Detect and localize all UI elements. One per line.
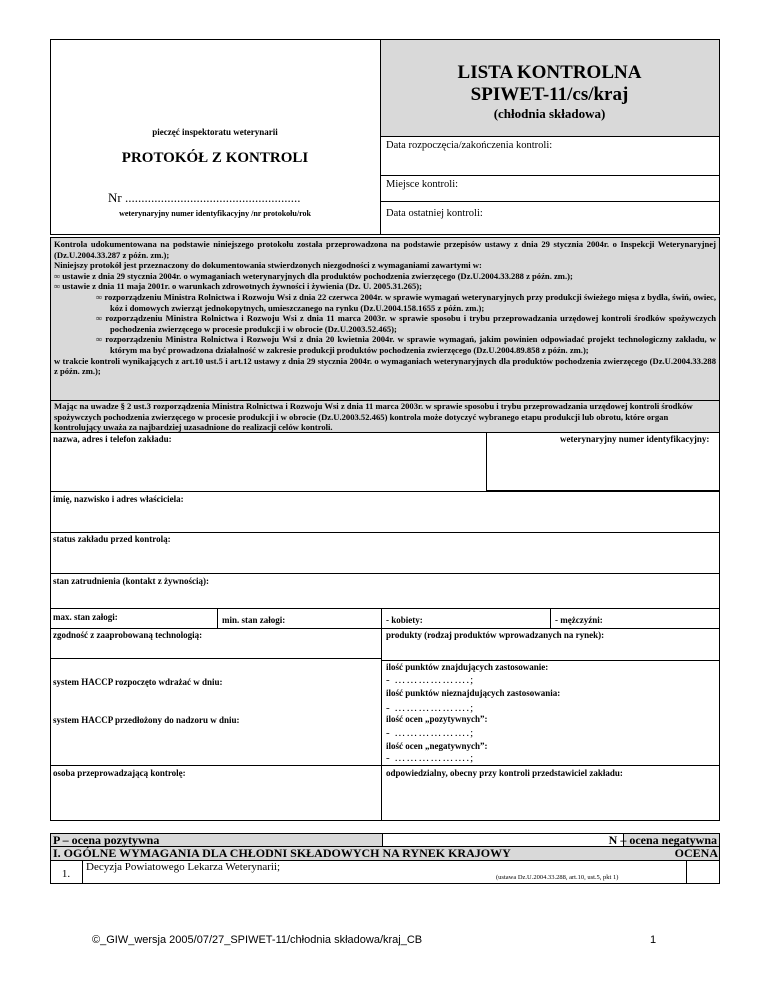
- positive-legend: P – ocena pozytywna: [53, 833, 160, 847]
- label-owner: imię, nazwisko i adres właściciela:: [53, 494, 184, 504]
- label-women: - kobiety:: [386, 615, 423, 625]
- value-positive-count[interactable]: - ……………….;: [386, 727, 475, 739]
- divider-crew-a: [217, 608, 218, 628]
- divider-middle: [381, 608, 382, 821]
- field-status[interactable]: [51, 533, 719, 573]
- divider-7: [50, 765, 720, 766]
- page-number: 1: [650, 934, 657, 946]
- divider-4: [50, 608, 720, 609]
- label-points-not-applicable: ilość punktów nieznajdujących zastosowania:: [386, 688, 561, 698]
- checklist-code: SPIWET-11/cs/kraj: [470, 84, 629, 105]
- legal-outro: w trakcie kontroli wynikających z art.10 ust.5 i art.12 ustawy z dnia 29 stycznia 2004r. o wymaganiach weterynaryjnych dla produktów pochodzenia zwierzęcego (Dz.U.2004.33.288 z późn. zm.);: [54, 355, 716, 377]
- date-field-label: Data rozpoczęcia/zakończenia kontroli:: [386, 140, 553, 151]
- label-vet-id: weterynaryjny numer identyfikacyjny:: [560, 434, 710, 444]
- label-haccp-submitted: system HACCP przedłożony do nadzoru w dniu:: [53, 715, 240, 725]
- assessment-legend-right: [608, 833, 720, 847]
- label-inspector: osoba przeprowadzającą kontrolę:: [53, 768, 186, 778]
- legal-subbullet-1: ∞ rozporządzeniu Ministra Rolnictwa i Rozwoju Wsi z dnia 22 czerwca 2004r. w sprawie wymagań weterynaryjnych przy produkcji świeżego mięsa z bydła, świń, owiec, kóz i domowych zwierząt jednokopytnych, umieszczanego na rynku (Dz.U.2004.158.1655 z późn. zm.);: [96, 291, 716, 313]
- field-representative[interactable]: [383, 780, 719, 820]
- legal-purpose: Niniejszy protokół jest przeznaczony do dokumentowania stwierdzonych niezgodności z wymaganiami zawartymi w:: [54, 260, 482, 271]
- footer-file: ©_GIW_wersja 2005/07/27_SPIWET-11/chłodnia składowa/kraj_CB: [92, 934, 423, 946]
- label-min-crew: min. stan załogi:: [222, 615, 286, 625]
- assessment-legend-left: [50, 833, 383, 847]
- legal-bullet-2: ∞ ustawie z dnia 11 maja 2001r. o warunkach zdrowotnych żywności i żywienia (Dz. U. 2005.31.265);: [54, 281, 423, 292]
- label-max-crew: max. stan załogi:: [53, 612, 118, 622]
- label-name-address: nazwa, adres i telefon zakładu:: [53, 434, 172, 444]
- legal-intro: Kontrola udokumentowana na podstawie niniejszego protokołu została przeprowadzona na podstawie przepisów ustawy z dnia 29 stycznia 2004r. o Inspekcji Weterynaryjnej (Dz.U.2004.33.287 z późn. zm.);: [54, 239, 716, 260]
- last-control-field[interactable]: [381, 202, 719, 235]
- stamp-label: pieczęć inspektoratu weterynarii: [152, 127, 278, 137]
- divider-crew-b: [550, 608, 551, 628]
- negative-legend: N – ocena negatywna: [608, 833, 717, 847]
- field-owner[interactable]: [51, 492, 719, 532]
- divider-6: [50, 658, 382, 659]
- label-points-applicable: ilość punktów znajdujących zastosowanie:: [386, 662, 549, 672]
- legal-regard-text: Mając na uwadze § 2 ust.3 rozporządzenia Ministra Rolnictwa i Rozwoju Wsi z dnia 11 marca 2003r. w sprawie sposobu i trybu przeprowadzania urzędowej kontroli środków spożywczych pochodzenia zwierzęcego w procesie produkcji i w obrocie (Dz.U.2003.52.465) kontrola może dotyczyć wybranego etapu produkcji lub obrotu, które organ kontrolujący uważa za najbardziej uzasadnione do realizacji celów kontroli.: [54, 401, 693, 433]
- label-haccp-start: system HACCP rozpoczęto wdrażać w dniu:: [53, 677, 223, 687]
- label-positive-count: ilość ocen „pozytywnych”:: [386, 714, 488, 724]
- row-1-grade-cell[interactable]: [687, 861, 719, 883]
- row-1-ref: (ustawa Dz.U.2004.33.288, art.10, ust.5, pkt 1): [496, 874, 619, 881]
- label-representative: odpowiedzialny, obecny przy kontroli przedstawiciel zakładu:: [386, 768, 623, 778]
- place-field-label: Miejsce kontroli:: [386, 179, 459, 190]
- label-employment: stan zatrudnienia (kontakt z żywnością):: [53, 576, 210, 586]
- label-technology: zgodność z zaaprobowaną technologią:: [53, 630, 203, 640]
- value-points-applicable[interactable]: - ……………….;: [386, 674, 475, 686]
- section-header: [50, 847, 720, 861]
- divider-6b: [381, 660, 720, 661]
- row-1-text: Decyzja Powiatowego Lekarza Weterynarii;: [86, 861, 281, 873]
- field-employment[interactable]: [51, 574, 719, 608]
- value-points-not-applicable[interactable]: - ……………….;: [386, 702, 475, 714]
- legal-bullet-1: ∞ ustawie z dnia 29 stycznia 2004r. o wymaganiach weterynaryjnych dla produktów pochodzenia zwierzęcego (Dz.U.2004.33.288 z późn. zm.);: [54, 270, 573, 281]
- grade-header: OCENA: [674, 846, 718, 860]
- place-field[interactable]: [381, 176, 719, 202]
- label-status: status zakładu przed kontrolą:: [53, 534, 171, 544]
- label-negative-count: ilość ocen „negatywnych”:: [386, 741, 488, 751]
- protocol-number: Nr ......................................................: [108, 190, 301, 205]
- legal-regard: [50, 401, 720, 433]
- protocol-number-caption: weterynaryjny numer identyfikacyjny /nr protokołu/rok: [119, 209, 311, 218]
- section-title: I. OGÓLNE WYMAGANIA DLA CHŁODNI SKŁADOWYCH NA RYNEK KRAJOWY: [53, 846, 511, 860]
- date-field[interactable]: [381, 137, 719, 176]
- protocol-title: PROTOKÓŁ Z KONTROLI: [121, 150, 309, 166]
- row-1-number: 1.: [61, 868, 71, 880]
- value-negative-count[interactable]: - ……………….;: [386, 752, 475, 764]
- last-control-field-label: Data ostatniej kontroli:: [386, 208, 483, 219]
- legal-subbullet-2: ∞ rozporządzeniu Ministra Rolnictwa i Rozwoju Wsi z dnia 11 marca 2003r. w sprawie sposobu i trybu przeprowadzania urzędowej kontroli środków spożywczych pochodzenia zwierzęcego w procesie produkcji i w obrocie (Dz.U.2003.52.465);: [96, 313, 716, 334]
- checklist-title: LISTA KONTROLNA: [457, 62, 642, 83]
- legal-subbullet-3: ∞ rozporządzeniu Ministra Rolnictwa i Rozwoju Wsi z dnia 20 kwietnia 2004r. w sprawie wymagań, jakim powinien odpowiadać projekt technologiczny zakładu, w którym ma być prowadzona działalność w zakresie produkcji produktów pochodzenia zwierzęcego (Dz.U.2004.89.858 z późn. zm.);: [96, 334, 716, 355]
- label-men: - mężczyźni:: [555, 615, 603, 625]
- divider-5: [50, 628, 720, 629]
- field-inspector[interactable]: [51, 780, 380, 820]
- checklist-subtitle: (chłodnia składowa): [493, 106, 606, 121]
- legal-basis: [50, 237, 720, 401]
- label-products: produkty (rodzaj produktów wprowadzanych na rynek):: [386, 630, 605, 640]
- row-1-divider-a: [82, 861, 83, 884]
